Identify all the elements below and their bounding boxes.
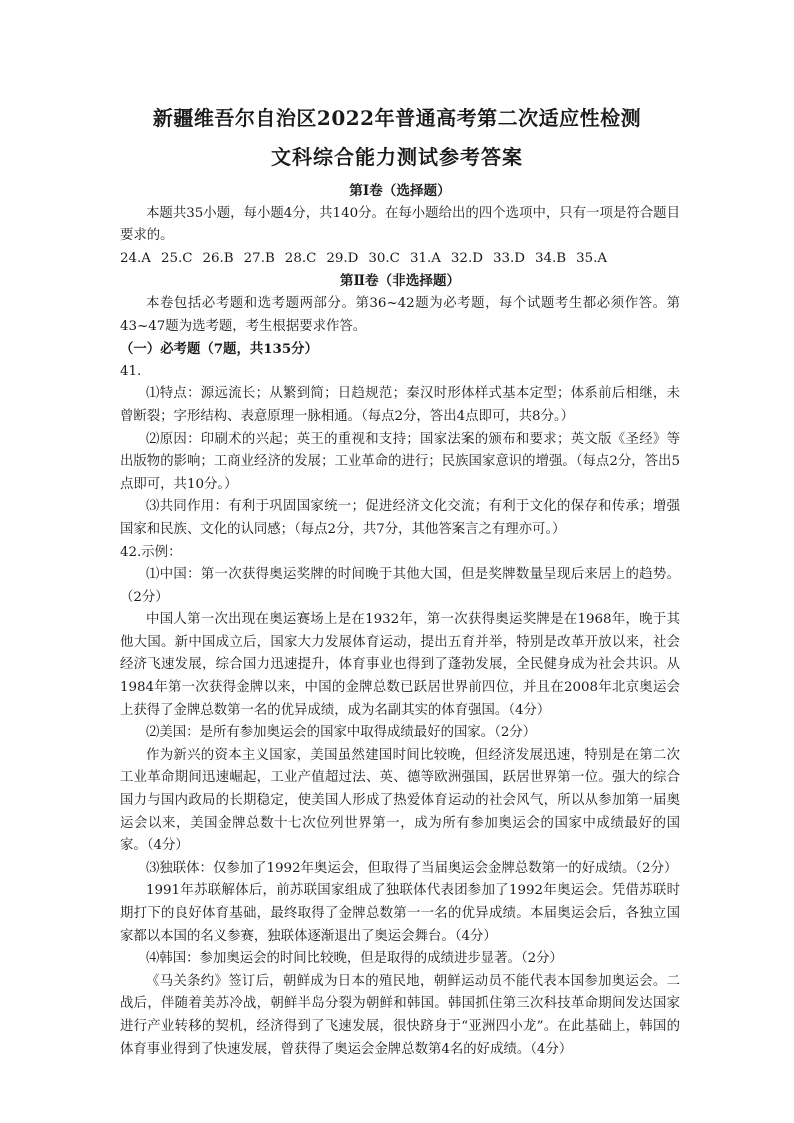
- answer-item: 31.A: [409, 250, 441, 266]
- part2-heading: 第Ⅱ卷（非选择题）: [339, 273, 461, 290]
- answer-item: 29.D: [326, 250, 359, 266]
- q41-answer-3: ⑶共同作用：有利于巩固国家统一；促进经济文化交流；有利于文化的保存和传承；增强国家和民族、文化的认同感；（每点2分，共7分，其他答案言之有理亦可。）: [120, 499, 680, 537]
- required-section-heading: （一）必考题（7题，共135分）: [120, 341, 318, 358]
- q41-answer-1: ⑴特点：源远流长；从繁到简；日趋规范；秦汉时形体样式基本定型；体系前后相继，未曾断裂；字形结构、表意原理一脉相通。（每点2分，答出4点即可，共8分。）: [120, 386, 680, 424]
- q42-korea-point: ⑷韩国：参加奥运会的时间比较晚，但是取得的成绩进步显著。（2分）: [146, 951, 563, 967]
- q42-korea-explanation: 《马关条约》签订后，朝鲜成为日本的殖民地，朝鲜运动员不能代表本国参加奥运会。二战后，伴随着美苏冷战，朝鲜半岛分裂为朝鲜和韩国。韩国抓住第三次科技革命期间发达国家进行产业转移的契机，经济得到了飞速发展，很快跻身于“亚洲四小龙”。在此基础上，韩国的体育事业得到了快速发展，曾获得了奥运会金牌总数第4名的好成绩。（4分）: [120, 973, 680, 1057]
- answer-list: [120, 248, 680, 271]
- document-subtitle: 文科综合能力测试参考答案: [271, 145, 523, 169]
- q41-number: 41.: [120, 363, 142, 379]
- answer-item: 24.A: [120, 250, 151, 266]
- answer-item: 25.C: [160, 250, 193, 266]
- q41-answer-2: ⑵原因：印刷术的兴起；英王的重视和支持；国家法案的颁布和要求；英文版《圣经》等出版物的影响；工商业经济的发展；工业革命的进行；民族国家意识的增强。（每点2分，答出5点即可，共10分。）: [120, 431, 680, 492]
- part1-heading: 第Ⅰ卷（选择题）: [349, 183, 451, 199]
- q42-china-point: ⑴中国：第一次获得奥运奖牌的时间晚于其他大国，但是奖牌数量呈现后来居上的趋势。（2分）: [120, 567, 680, 605]
- answer-item: 32.D: [450, 250, 483, 266]
- answer-item: 34.B: [535, 250, 567, 266]
- answer-item: 33.D: [492, 250, 525, 266]
- part2-intro: 本卷包括必考题和选考题两部分。第36~42题为必考题，每个试题考生都必须作答。第43~47题为选考题，考生根据要求作答。: [120, 295, 680, 334]
- answer-item: 28.C: [284, 250, 317, 266]
- document-title: 新疆维吾尔自治区2022年普通高考第二次适应性检测: [152, 106, 642, 130]
- q42-cis-point: ⑶独联体：仅参加了1992年奥运会，但取得了当届奥运会金牌总数第一的好成绩。（2分）: [146, 860, 678, 876]
- q42-cis-explanation: 1991年苏联解体后，前苏联国家组成了独联体代表团参加了1992年奥运会。凭借苏联时期打下的良好体育基础，最终取得了金牌总数第一一名的优异成绩。本届奥运会后，各独立国家都以本国的名义参赛，独联体逐渐退出了奥运会舞台。（4分）: [120, 883, 680, 944]
- answer-item: 26.B: [202, 250, 234, 266]
- q42-usa-explanation: 作为新兴的资本主义国家，美国虽然建国时间比较晚，但经济发展迅速，特别是在第二次工业革命期间迅速崛起，工业产值超过法、英、德等欧洲强国，跃居世界第一位。强大的综合国力与国内政局的长期稳定，使美国人形成了热爱体育运动的社会风气，所以从参加第一届奥运会以来，美国金牌总数十七次位列世界第一，成为所有参加奥运会的国家中成绩最好的国家。（4分）: [120, 747, 680, 854]
- q42-china-explanation: 中国人第一次出现在奥运赛场上是在1932年，第一次获得奥运奖牌是在1968年，晚于其他大国。新中国成立后，国家大力发展体育运动，提出五育并举，特别是改革开放以来，社会经济飞速发展，综合国力迅速提升，体育事业也得到了蓬勃发展，全民健身成为社会共识。从1984年第一次获得金牌以来，中国的金牌总数已跃居世界前四位，并且在2008年北京奥运会上获得了金牌总数第一名的优异成绩，成为名副其实的体育强国。（4分）: [120, 612, 680, 718]
- answer-item: 30.C: [368, 250, 400, 266]
- q42-number: 42.示例：: [120, 544, 182, 560]
- answer-item: 35.A: [576, 250, 608, 266]
- q42-usa-point: ⑵美国：是所有参加奥运会的国家中取得成绩最好的国家。（2分）: [146, 725, 537, 741]
- document-body: [120, 180, 680, 1061]
- answer-item: 27.B: [243, 250, 275, 266]
- part1-intro: 本题共35小题，每小题4分，共140分。在每小题给出的四个选项中，只有一项是符合题目要求的。: [120, 205, 680, 244]
